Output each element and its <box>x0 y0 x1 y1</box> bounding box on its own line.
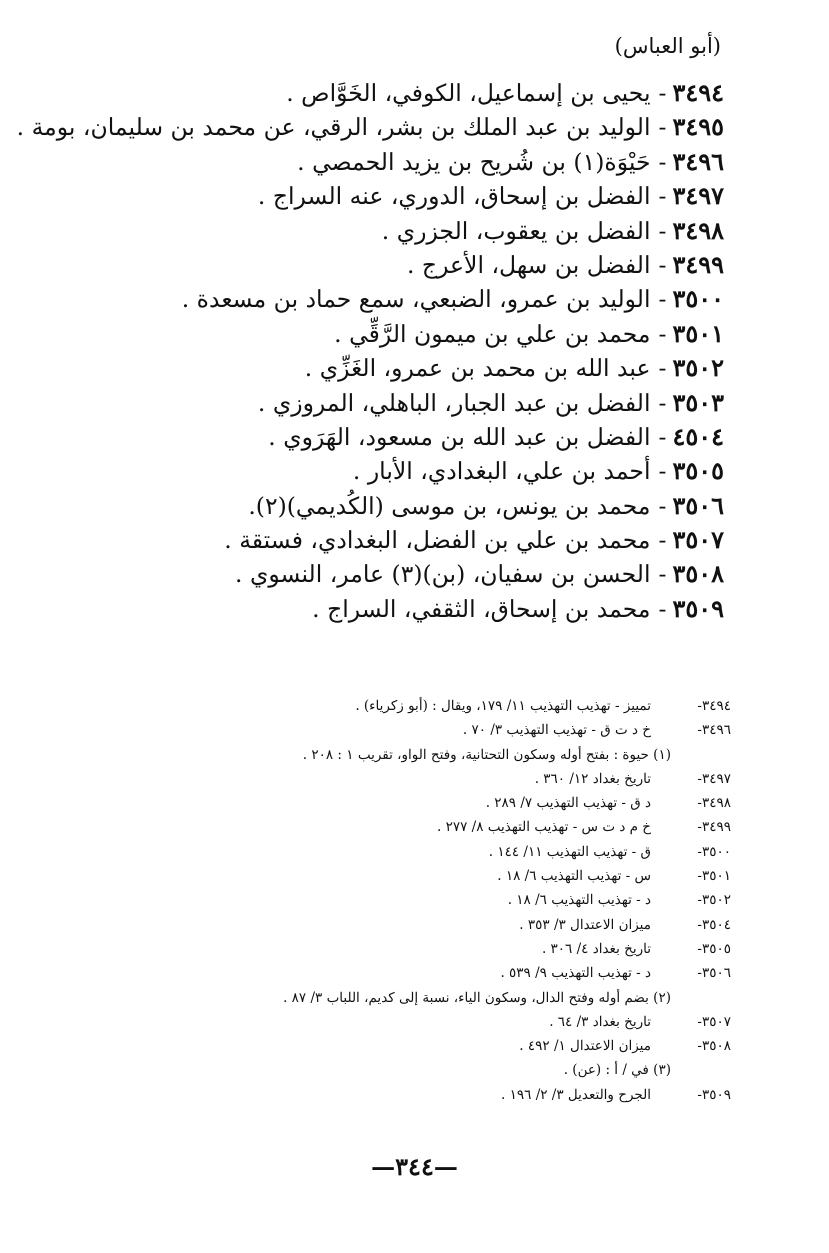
reference-notes <box>71 698 731 1111</box>
running-header: (أبو العباس) <box>614 34 721 58</box>
note-3494 <box>71 698 731 722</box>
note-number: ٣٥٠٦- <box>697 965 731 982</box>
entry-number: ٣٤٩٨ <box>672 215 724 245</box>
entry-text: أحمد بن علي، البغدادي، الأبار . <box>352 457 651 486</box>
note-text: س - تهذيب التهذيب ٦/ ١٨ . <box>497 868 651 885</box>
entry-3508 <box>34 559 724 593</box>
entry-text: الوليد بن عبد الملك بن بشر، الرقي، عن محمد بن سليمان، بومة . <box>16 113 651 142</box>
note-text: د - تهذيب التهذيب ٩/ ٥٣٩ . <box>500 965 651 982</box>
entry-number: ٣٤٩٦ <box>672 146 724 176</box>
entry-dash: - <box>658 250 667 279</box>
note-3504 <box>71 917 731 941</box>
footnote-2 <box>71 990 731 1014</box>
entry-3498 <box>34 216 724 250</box>
note-3500 <box>71 844 731 868</box>
note-number: ٣٤٩٧- <box>697 770 731 787</box>
entry-3502 <box>34 353 724 387</box>
footnote-text: (١) حيوة : بفتح أوله وسكون التحتانية، وفتح الواو، تقريب ١ : ٢٠٨ . <box>302 746 671 763</box>
entry-3505 <box>34 456 724 490</box>
entry-dash: - <box>658 422 667 451</box>
note-text: تاريخ بغداد ١٢/ ٣٦٠ . <box>534 770 651 787</box>
note-text: خ م د ت س - تهذيب التهذيب ٨/ ٢٧٧ . <box>437 819 651 836</box>
entry-dash: - <box>658 113 667 142</box>
note-3497 <box>71 771 731 795</box>
note-3501 <box>71 868 731 892</box>
entry-text: محمد بن علي بن ميمون الرَّقِّي . <box>334 319 651 348</box>
entry-dash: - <box>658 79 667 107</box>
note-text: ق - تهذيب التهذيب ١١/ ١٤٤ . <box>488 843 651 860</box>
entry-number: ٣٥٠٧ <box>672 525 724 555</box>
entry-number: ٤٥٠٤ <box>672 421 724 451</box>
page-number: —٣٤٤— <box>371 1152 458 1181</box>
note-number: ٣٥٠٠- <box>697 843 731 860</box>
entry-3499 <box>34 250 724 284</box>
note-number: ٣٥٠٨- <box>697 1038 731 1055</box>
note-text: تمييز - تهذيب التهذيب ١١/ ١٧٩، ويقال : (أبو زكرياء) . <box>355 698 651 714</box>
entry-3504 <box>34 422 724 456</box>
note-number: ٣٤٩٦- <box>697 722 731 739</box>
note-text: د ق - تهذيب التهذيب ٧/ ٢٨٩ . <box>485 795 651 812</box>
entry-dash: - <box>658 216 667 245</box>
note-number: ٣٥٠٧- <box>697 1013 731 1030</box>
entry-text: الحسن بن سفيان، (بن)(٣) عامر، النسوي . <box>235 560 651 589</box>
note-3498 <box>71 795 731 819</box>
entry-dash: - <box>658 147 667 176</box>
entry-text: يحيى بن إسماعيل، الكوفي، الخَوَّاص . <box>286 79 651 107</box>
entry-number: ٣٥٠١ <box>672 318 724 348</box>
entry-3500 <box>34 284 724 318</box>
entries-list <box>16 78 724 628</box>
entry-number: ٣٤٩٥ <box>672 112 724 142</box>
footnote-3 <box>71 1062 731 1086</box>
note-number: ٣٤٩٤- <box>697 698 731 714</box>
entry-dash: - <box>658 285 667 314</box>
note-text: د - تهذيب التهذيب ٦/ ١٨ . <box>507 892 651 909</box>
entry-text: الفضل بن عبد الجبار، الباهلي، المروزي . <box>257 388 651 417</box>
entry-dash: - <box>658 388 667 417</box>
entry-text: محمد بن يونس، بن موسى (الكُديمي)(٢). <box>248 491 651 520</box>
note-3496 <box>71 722 731 746</box>
entry-dash: - <box>658 354 667 383</box>
entry-3496 <box>34 147 724 181</box>
note-text: ميزان الاعتدال ١/ ٤٩٢ . <box>519 1038 651 1055</box>
entry-dash: - <box>658 594 667 623</box>
entry-3507 <box>34 525 724 559</box>
note-3508 <box>71 1038 731 1062</box>
entry-dash: - <box>658 560 667 589</box>
entry-number: ٣٥٠٠ <box>672 284 724 314</box>
note-number: ٣٥٠٤- <box>697 916 731 933</box>
note-number: ٣٤٩٨- <box>697 795 731 812</box>
entry-text: محمد بن علي بن الفضل، البغدادي، فستقة . <box>224 526 651 555</box>
note-text: تاريخ بغداد ٣/ ٦٤ . <box>549 1013 651 1030</box>
entry-number: ٣٤٩٧ <box>672 181 724 211</box>
entry-text: محمد بن إسحاق، الثقفي، السراج . <box>312 594 651 623</box>
note-number: ٣٤٩٩- <box>697 819 731 836</box>
entry-text: الفضل بن عبد الله بن مسعود، الهَرَوي . <box>268 422 651 451</box>
note-text: ميزان الاعتدال ٣/ ٣٥٣ . <box>519 916 651 933</box>
entry-text: الفضل بن يعقوب، الجزري . <box>381 216 651 245</box>
entry-number: ٣٥٠٨ <box>672 559 724 589</box>
note-text: الجرح والتعديل ٣/ ٢/ ١٩٦ . <box>501 1086 651 1103</box>
entry-text: الفضل بن سهل، الأعرج . <box>406 250 651 279</box>
entry-text: عبد الله بن محمد بن عمرو، الغَزِّي . <box>304 354 651 383</box>
note-number: ٣٥٠٩- <box>697 1086 731 1103</box>
entry-3503 <box>34 388 724 422</box>
entry-text: الفضل بن إسحاق، الدوري، عنه السراج . <box>257 182 651 211</box>
footnote-text: (٣) في / أ : (عن) . <box>563 1062 671 1079</box>
entry-dash: - <box>658 457 667 486</box>
entry-3501 <box>34 319 724 353</box>
note-3502 <box>71 892 731 916</box>
entry-number: ٣٥٠٥ <box>672 456 724 486</box>
entry-text: الوليد بن عمرو، الضبعي، سمع حماد بن مسعدة . <box>181 285 651 314</box>
entry-dash: - <box>658 526 667 555</box>
note-text: تاريخ بغداد ٤/ ٣٠٦ . <box>541 940 651 957</box>
note-number: ٣٥٠٥- <box>697 940 731 957</box>
entry-text: حَيْوَة(١) بن شُريح بن يزيد الحمصي . <box>297 147 651 176</box>
note-number: ٣٥٠٢- <box>697 892 731 909</box>
entry-3494 <box>34 78 724 112</box>
entry-dash: - <box>658 182 667 211</box>
footnote-text: (٢) بضم أوله وفتح الدال، وسكون الياء، نسبة إلى كديم، اللباب ٣/ ٨٧ . <box>283 989 671 1006</box>
note-text: خ د ت ق - تهذيب التهذيب ٣/ ٧٠ . <box>462 722 651 739</box>
entry-dash: - <box>658 319 667 348</box>
entry-3506 <box>34 491 724 525</box>
note-3507 <box>71 1014 731 1038</box>
entry-3509 <box>34 594 724 628</box>
note-number: ٣٥٠١- <box>697 868 731 885</box>
entry-number: ٣٤٩٩ <box>672 249 724 279</box>
note-3509 <box>71 1087 731 1111</box>
entry-number: ٣٥٠٦ <box>672 490 724 520</box>
entry-number: ٣٥٠٢ <box>672 353 724 383</box>
entry-dash: - <box>658 491 667 520</box>
note-3506 <box>71 965 731 989</box>
entry-number: ٣٥٠٩ <box>672 593 724 623</box>
note-3505 <box>71 941 731 965</box>
entry-number: ٣٤٩٤ <box>672 78 724 107</box>
footnote-1 <box>71 747 731 771</box>
entry-3495 <box>16 112 724 146</box>
entry-3497 <box>34 181 724 215</box>
entry-number: ٣٥٠٣ <box>672 387 724 417</box>
note-3499 <box>71 819 731 843</box>
